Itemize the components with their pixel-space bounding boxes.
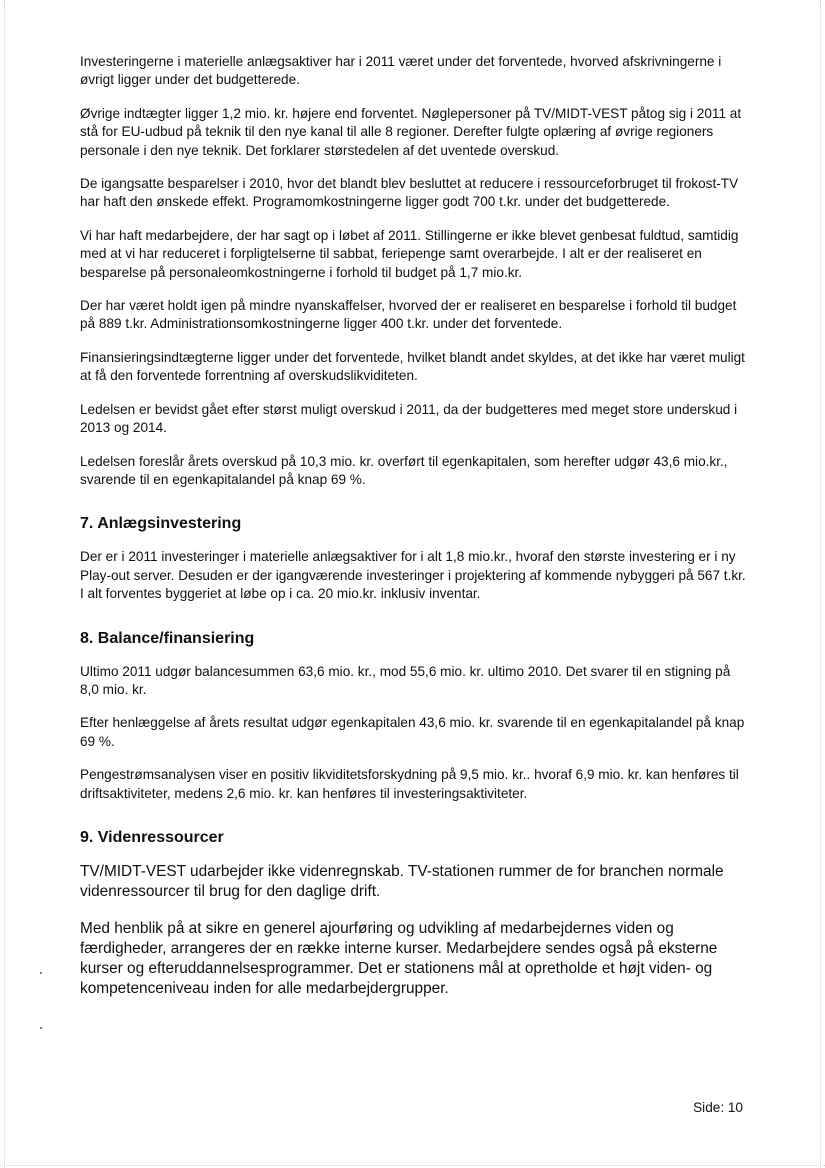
section-heading-balance-finansiering: 8. Balance/finansiering bbox=[80, 629, 255, 647]
paragraph: Ultimo 2011 udgør balancesummen 63,6 mio. kr., mod 55,6 mio. kr. ultimo 2010. Det svarer til en stigning på 8,0 mio. kr. bbox=[80, 663, 731, 697]
document-body bbox=[80, 53, 748, 1016]
scan-speck bbox=[40, 1027, 42, 1029]
paragraph: Efter henlæggelse af årets resultat udgør egenkapitalen 43,6 mio. kr. svarende til en egenkapitalandel på knap 69 %. bbox=[80, 715, 745, 749]
scan-edge-right bbox=[819, 0, 821, 1168]
section-heading-videnressourcer: 9. Videnressourcer bbox=[80, 828, 224, 846]
paragraph: Pengestrømsanalysen viser en positiv likviditetsforskydning på 9,5 mio. kr.. hvoraf 6,9 mio. kr. kan henføres til driftsaktiviteter, medens 2,6 mio. kr. kan henføres til investeringsaktiviteter. bbox=[80, 767, 739, 801]
paragraph: Vi har haft medarbejdere, der har sagt op i løbet af 2011. Stillingerne er ikke blevet genbesat fuldtud, samtidig med at vi har reduceret i forpligtelserne til sabbat, feriepenge samt overarbejde. I alt er der realiseret en besparelse på personaleomkostningerne i forhold til budget på 1,7 mio.kr. bbox=[80, 227, 739, 280]
paragraph: TV/MIDT-VEST udarbejder ikke videnregnskab. TV-stationen rummer de for branchen normale videnressourcer til brug for den daglige drift. bbox=[80, 862, 724, 900]
paragraph: Der har været holdt igen på mindre nyanskaffelser, hvorved der er realiseret en besparelse i forhold til budget på 889 t.kr. Administrationsomkostningerne ligger 400 t.kr. under det forventede. bbox=[80, 298, 737, 332]
paragraph: Finansieringsindtægterne ligger under det forventede, hvilket blandt andet skyldes, at det ikke har været muligt at få den forventede forrentning af overskudslikviditeten. bbox=[80, 349, 745, 384]
paragraph: Der er i 2011 investeringer i materielle anlægsaktiver for i alt 1,8 mio.kr., hvoraf den største investering er i ny Play-out server. Desuden er der igangværende investeringer i projektering af kommende nybyggeri på 567 t.kr. I alt forventes byggeriet at løbe op i ca. 20 mio.kr. inklusiv inventar. bbox=[80, 549, 746, 602]
page-number: Side: 10 bbox=[693, 1100, 743, 1115]
paragraph: Investeringerne i materielle anlægsaktiver har i 2011 været under det forventede, hvorved afskrivningerne i øvrigt ligger under det budgetterede. bbox=[80, 54, 722, 88]
section-heading-anlaegsinvestering: 7. Anlægsinvestering bbox=[80, 515, 242, 533]
paragraph: Med henblik på at sikre en generel ajourføring og udvikling af medarbejdernes viden og færdigheder, arrangeres der en række interne kurser. Medarbejdere sendes også på eksterne kurser og efteruddannelsesprogrammer. Det er stationens mål at opretholde et højt viden- og kompetenceniveau inden for alle medarbejdergrupper. bbox=[80, 919, 718, 997]
scan-edge-bottom bbox=[0, 1164, 825, 1166]
scan-speck bbox=[40, 972, 42, 974]
paragraph: Ledelsen er bevidst gået efter størst muligt overskud i 2011, da der budgetteres med meget store underskud i 2013 og 2014. bbox=[80, 401, 738, 436]
scan-edge-left bbox=[4, 0, 6, 1168]
paragraph: De igangsatte besparelser i 2010, hvor det blandt blev besluttet at reducere i ressourceforbruget til frokost-TV har haft den ønskede effekt. Programomkostningerne ligger godt 700 t.kr. under det budgetterede. bbox=[80, 176, 739, 210]
paragraph: Øvrige indtægter ligger 1,2 mio. kr. højere end forventet. Nøglepersoner på TV/MIDT-VEST påtog sig i 2011 at stå for EU-udbud på teknik til den nye kanal til alle 8 regioner. Derefter fulgte oplæring af øvrige regioners personale i den nye teknik. Det forklarer størstedelen af det uventede overskud. bbox=[80, 105, 742, 158]
paragraph: Ledelsen foreslår årets overskud på 10,3 mio. kr. overført til egenkapitalen, som herefter udgør 43,6 mio.kr., svarende til en egenkapitalandel på knap 69 %. bbox=[80, 453, 728, 487]
